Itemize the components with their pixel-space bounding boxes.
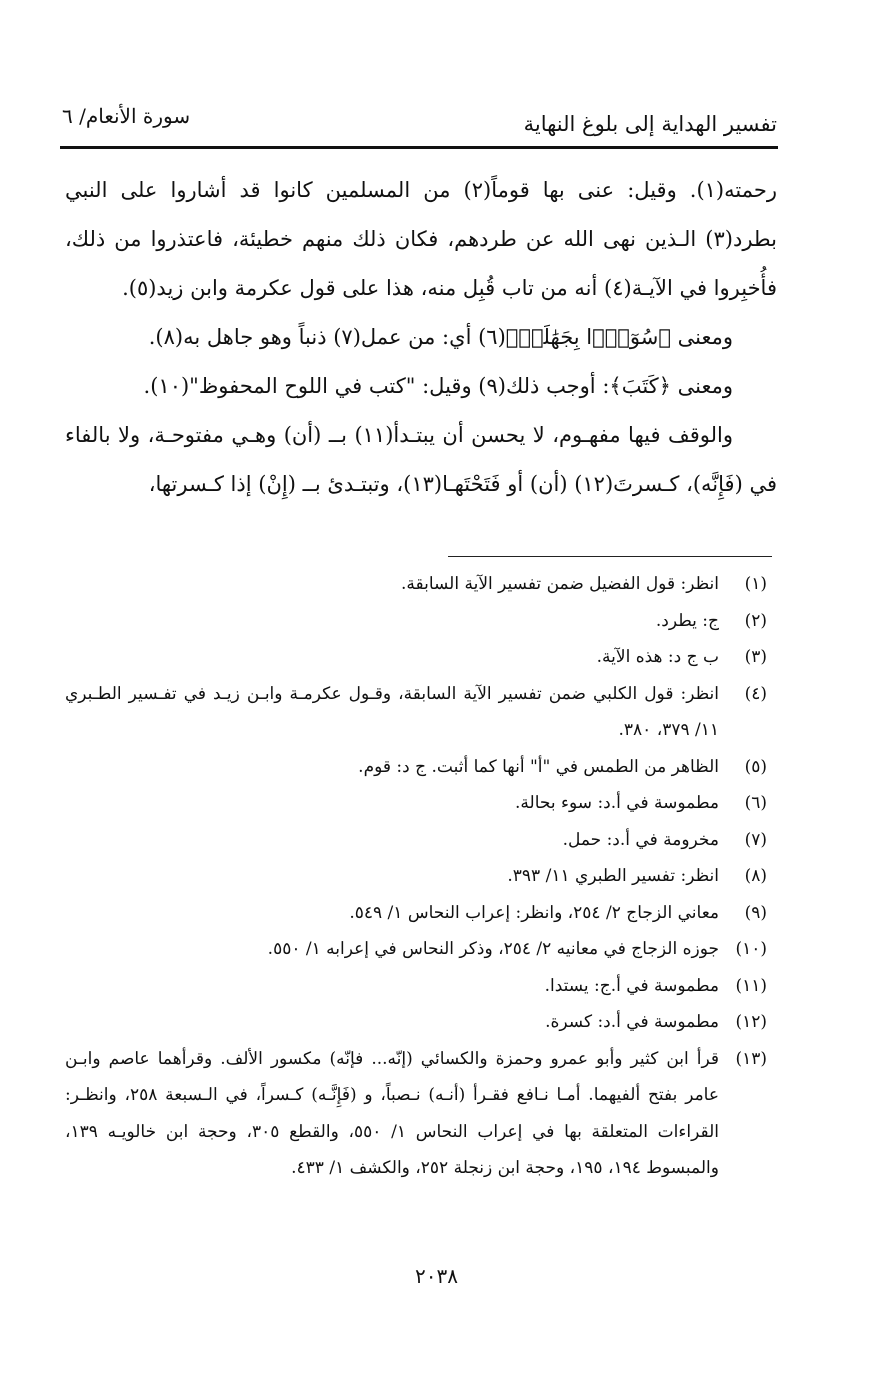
footnote-text: مخرومة في أ.د: حمل. [562,829,719,850]
footnote-number: (١٠) [735,939,767,959]
footnote-1 [65,566,777,603]
footnote-number: (٣) [744,647,767,667]
footnote-11 [65,968,777,1005]
footnote-number: (١٢) [735,1012,767,1032]
footnote-text: انظر: تفسير الطبري ١١/ ٣٩٣. [507,866,719,886]
footnote-8 [65,858,777,895]
running-header-book-title: تفسير الهداية إلى بلوغ النهاية [523,112,777,136]
main-text [65,166,777,509]
header-rule [60,146,778,149]
footnote-4 [65,676,777,749]
footnote-text: الظاهر من الطمس في "أ" أنها كما أثبت. ج د: قوم. [358,756,719,777]
footnote-number: (١٣) [735,1048,767,1069]
footnote-separator [448,556,772,557]
footnote-text: ج: يطرد. [655,610,719,631]
paragraph-4: والوقف فيها مفهـوم، لا يحسن أن يبتـدأ(١١) بــ (أن) وهـي مفتوحـة، ولا بالفاء في (فَإِنَّه)، كـسرتَ(١٢) (أن) أو فَتَحْتَهـا(١٣)، وتبتـدئ بــ (إِنْ) إذا كـسرتها، [65,423,777,496]
footnote-number: (٦) [744,793,767,813]
running-header-surah: سورة الأنعام/ ٦ [62,104,191,128]
footnote-text: مطموسة في أ.د: كسرة. [545,1012,719,1032]
footnote-12 [65,1004,777,1041]
footnote-text: جوزه الزجاج في معانيه ٢/ ٢٥٤، وذكر النحاس في إعرابه ١/ ٥٥٠. [267,939,719,959]
footnote-13 [65,1041,777,1187]
footnotes [65,566,777,1187]
footnote-6 [65,785,777,822]
page-number: ٢٠٣٨ [415,1264,458,1288]
footnote-9 [65,895,777,932]
footnote-text: معاني الزجاج ٢/ ٢٥٤، وانظر: إعراب النحاس ١/ ٥٤٩. [349,902,719,923]
footnote-3 [65,639,777,676]
footnote-number: (٥) [744,756,767,777]
footnote-number: (٩) [744,902,767,923]
footnote-text: مطموسة في أ.د: سوء بحالة. [515,793,719,813]
footnote-number: (٤) [744,683,767,704]
paragraph-1: رحمته(١). وقيل: عنى بها قوماً(٢) من المسلمين كانوا قد أشاروا على النبي بطرد(٣) الـذين نهى الله عن طردهم، فكان ذلك منهم خطيئة، فاعتذروا من ذلك، فأُخبِروا في الآيـة(٤) أنه من تاب قُبِل منه، هذا على قول عكرمة وابن زيد(٥). [65,178,777,300]
footnote-number: (٧) [744,829,767,850]
footnote-number: (٢) [744,610,767,631]
footnote-10 [65,931,777,968]
footnote-text: انظر: قول الكلبي ضمن تفسير الآية السابقة، وقـول عكرمـة وابـن زيـد في تفـسير الطـبري ١١/ ٣٧٩، ٣٨٠. [65,683,719,740]
footnote-text: قرأ ابن كثير وأبو عمرو وحمزة والكسائي (إنّه... فإنّه) مكسور الألف. وقرأهما عاصم وابـن عامر بفتح ألفيهما. أمـا نـافع فقـرأ (أنـه) نـصباً، و (فَإِنَّـه) كـسراً، في الـسبعة ٢٥٨، وانظـر: القراءات المتعلقة بها في إعراب النحاس ١/ ٥٥٠، والقطع ٣٠٥، وحجة ابن خالويـه ١٣٩، والمبسوط ١٩٤، ١٩٥، وحجة ابن زنجلة ٢٥٢، والكشف ١/ ٤٣٣. [65,1048,720,1178]
footnote-text: مطموسة في أ.ج: يستدا. [544,975,719,996]
footnote-2 [65,603,777,640]
footnote-number: (١١) [735,975,767,996]
paragraph-2: ومعنى ﴿سُوٓءَۢا بِجَهَٰلَةٖ﴾(٦) أي: من عمل(٧) ذنباً وهو جاهل به(٨). [148,325,733,349]
paragraph-3: ومعنى ﴿كَتَبَ﴾: أوجب ذلك(٩) وقيل: "كتب في اللوح المحفوظ"(١٠). [143,374,733,398]
footnote-number: (٨) [744,866,767,886]
footnote-text: ب ج د: هذه الآية. [596,647,719,667]
footnote-text: انظر: قول الفضيل ضمن تفسير الآية السابقة. [400,574,719,594]
footnote-5 [65,749,777,786]
footnote-7 [65,822,777,859]
footnote-number: (١) [744,574,767,594]
